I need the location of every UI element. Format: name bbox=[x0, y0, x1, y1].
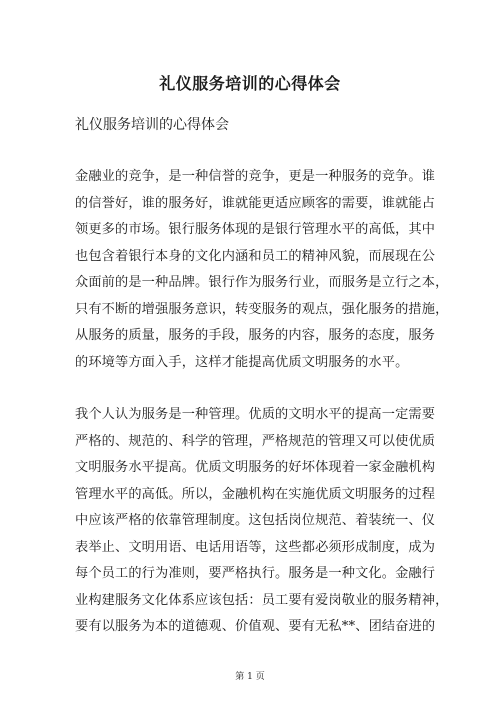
paragraph-line: 领更多的市场。银行服务体现的是银行管理水平的高低，其中 bbox=[75, 222, 436, 237]
paragraph-line: 也包含着银行本身的文化内涵和员工的精神风貌，而展现在公 bbox=[75, 248, 436, 264]
paragraph-line: 只有不断的增强服务意识，转变服务的观点，强化服务的措施， bbox=[75, 301, 449, 317]
paragraph-line: 的信誉好，谁的服务好，谁就能更适应顾客的需要，谁就能占 bbox=[75, 195, 436, 211]
paragraph-line: 业构建服务文化体系应该包括：员工要有爱岗敬业的服务精神， bbox=[75, 592, 449, 608]
paragraph-line: 文明服务水平提高。优质文明服务的好坏体现着一家金融机构 bbox=[75, 460, 436, 475]
document-subtitle: 礼仪服务培训的心得体会 bbox=[75, 117, 229, 133]
paragraph-1 bbox=[75, 164, 449, 376]
paragraph-line: 严格的、规范的、科学的管理，严格规范的管理又可以使优质 bbox=[75, 433, 436, 449]
paragraph-line: 从服务的质量，服务的手段，服务的内容，服务的态度，服务 bbox=[75, 328, 436, 343]
paragraph-line: 表举止、文明用语、电话用语等，这些都必须形成制度，成为 bbox=[75, 539, 436, 555]
document-title: 礼仪服务培训的心得体会 bbox=[159, 74, 341, 93]
paragraph-2 bbox=[75, 402, 449, 641]
paragraph-line: 要有以服务为本的道德观、价值观、要有无私**、团结奋进的 bbox=[75, 619, 436, 634]
page-number-footer: 第 1 页 bbox=[235, 672, 265, 682]
paragraph-line: 中应该严格的依靠管理制度。这包括岗位规范、着装统一、仪 bbox=[75, 513, 436, 528]
paragraph-line: 我个人认为服务是一种管理。优质的文明水平的提高一定需要 bbox=[75, 407, 436, 422]
paragraph-line: 的环境等方面入手，这样才能提高优质文明服务的水平。 bbox=[75, 354, 409, 370]
paragraph-line: 金融业的竞争，是一种信誉的竞争，更是一种服务的竞争。谁 bbox=[75, 169, 436, 184]
paragraph-line: 每个员工的行为准则，要严格执行。服务是一种文化。金融行 bbox=[75, 566, 436, 581]
paragraph-line: 众面前的是一种品牌。银行作为服务行业，而服务是立行之本， bbox=[75, 275, 449, 290]
paragraph-line: 管理水平的高低。所以，金融机构在实施优质文明服务的过程 bbox=[75, 486, 436, 502]
